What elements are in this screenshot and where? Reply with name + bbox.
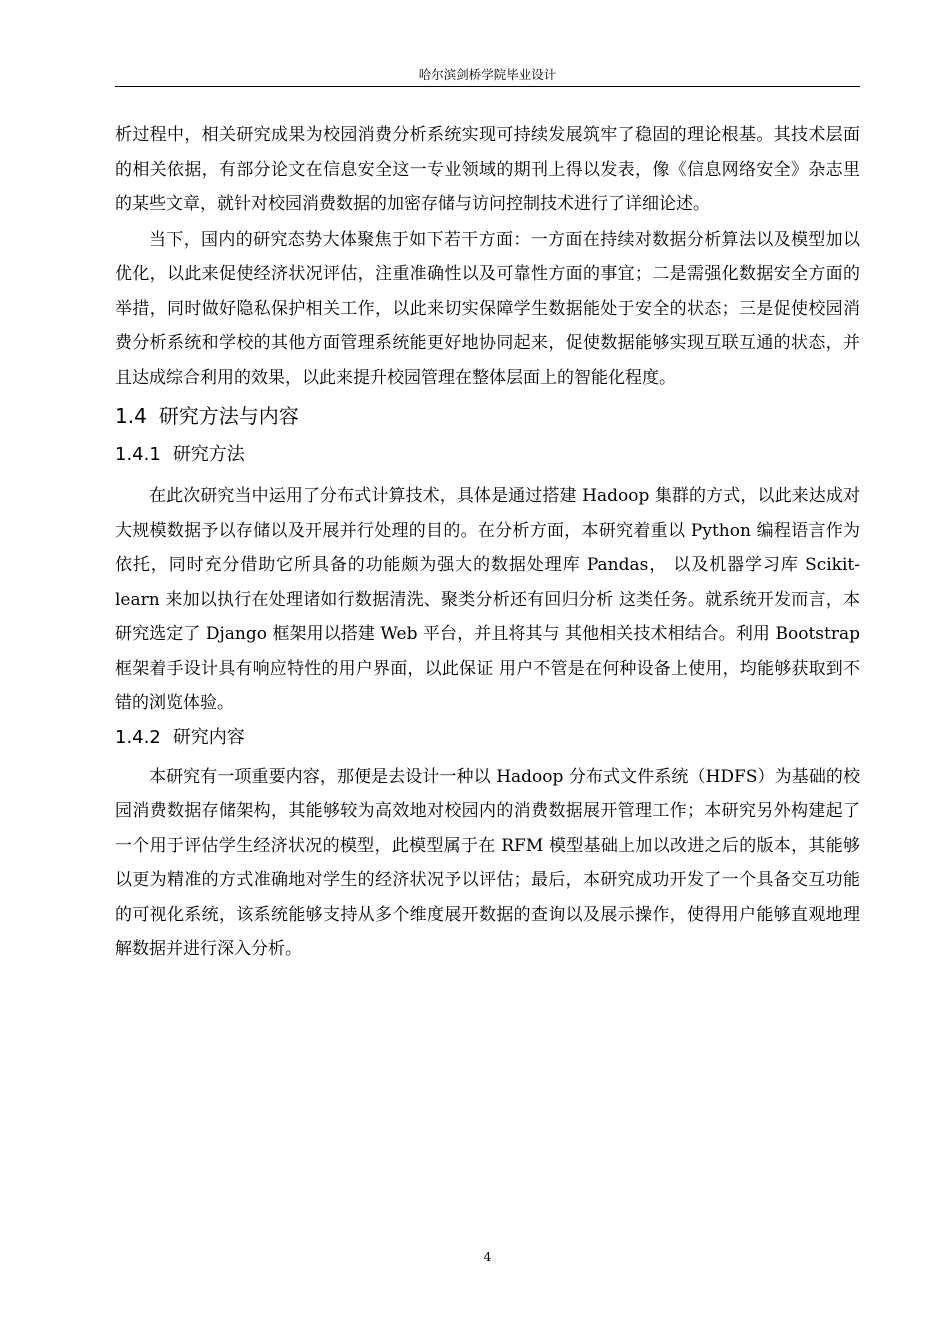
page-number: 4: [483, 1249, 492, 1264]
page-body: [115, 118, 860, 967]
paragraph-domestic-research: 当下，国内的研究态势大体聚焦于如下若干方面：一方面在持续对数据分析算法以及模型加以优化，以此来促使经济状况评估，注重准确性以及可靠性方面的事宜；二是需强化数据安全方面的举措，同时做好隐私保护相关工作，以此来切实保障学生数据能处于安全的状态；三是促使校园消费分析系统和学校的其他方面管理系统能更好地协同起来，促使数据能够实现互联互通的状态，并且达成综合利用的效果，以此来提升校园管理在整体层面上的智能化程度。: [115, 229, 860, 388]
header-rule: [115, 86, 860, 87]
subsection-title: 研究方法: [172, 444, 245, 465]
paragraph-continuation: 析过程中，相关研究成果为校园消费分析系统实现可持续发展筑牢了稳固的理论根基。其技术层面的相关依据，有部分论文在信息安全这一专业领域的期刊上得以发表，像《信息网络安全》杂志里的某些文章，就针对校园消费数据的加密存储与访问控制技术进行了详细论述。: [115, 125, 860, 214]
subsection-title: 研究内容: [172, 726, 245, 748]
subsection-heading-1-4-2: [115, 727, 860, 749]
paragraph-research-content: 本研究有一项重要内容，那便是去设计一种以 Hadoop 分布式文件系统（HDFS）为基础的校园消费数据存储架构，其能够较为高效地对校园内的消费数据展开管理工作；本研究另外构建起了一个用于评估学生经济状况的模型，此模型属于在 RFM 模型基础上加以改进之后的版本，其能够以更为精准的方式准确地对学生的经济状况予以评估；最后，本研究成功开发了一个具备交互功能的可视化系统，该系统能够支持从多个维度展开数据的查询以及展示操作，使得用户能够直观地理解数据并进行深入分析。: [115, 766, 860, 959]
running-header: 哈尔滨剑桥学院毕业设计: [418, 67, 557, 82]
subsection-heading-1-4-1: [115, 444, 860, 466]
paragraph-research-methods: 在此次研究当中运用了分布式计算技术，具体是通过搭建 Hadoop 集群的方式，以此来达成对大规模数据予以存储以及开展并行处理的目的。在分析方面，本研究着重以 Python 编程语言作为依托，同时充分借助它所具备的功能颇为强大的数据处理库 Pandas， 以及机器学习库 Scikit-learn 来加以执行在处理诸如行数据清洗、聚类分析还有回归分析 这类任务。就系统开发而言，本研究选定了 Django 框架用以搭建 Web 平台，并且将其与 其他相关技术相结合。利用 Bootstrap 框架着手设计具有响应特性的用户界面，以此保证 用户不管是在何种设备上使用，均能够获取到不错的浏览体验。: [115, 486, 860, 713]
subsection-number: 1.4.2: [115, 726, 161, 748]
subsection-number: 1.4.1: [115, 444, 161, 465]
section-heading-1-4: [115, 404, 860, 428]
section-number: 1.4: [115, 404, 147, 428]
section-title: 研究方法与内容: [158, 404, 299, 428]
